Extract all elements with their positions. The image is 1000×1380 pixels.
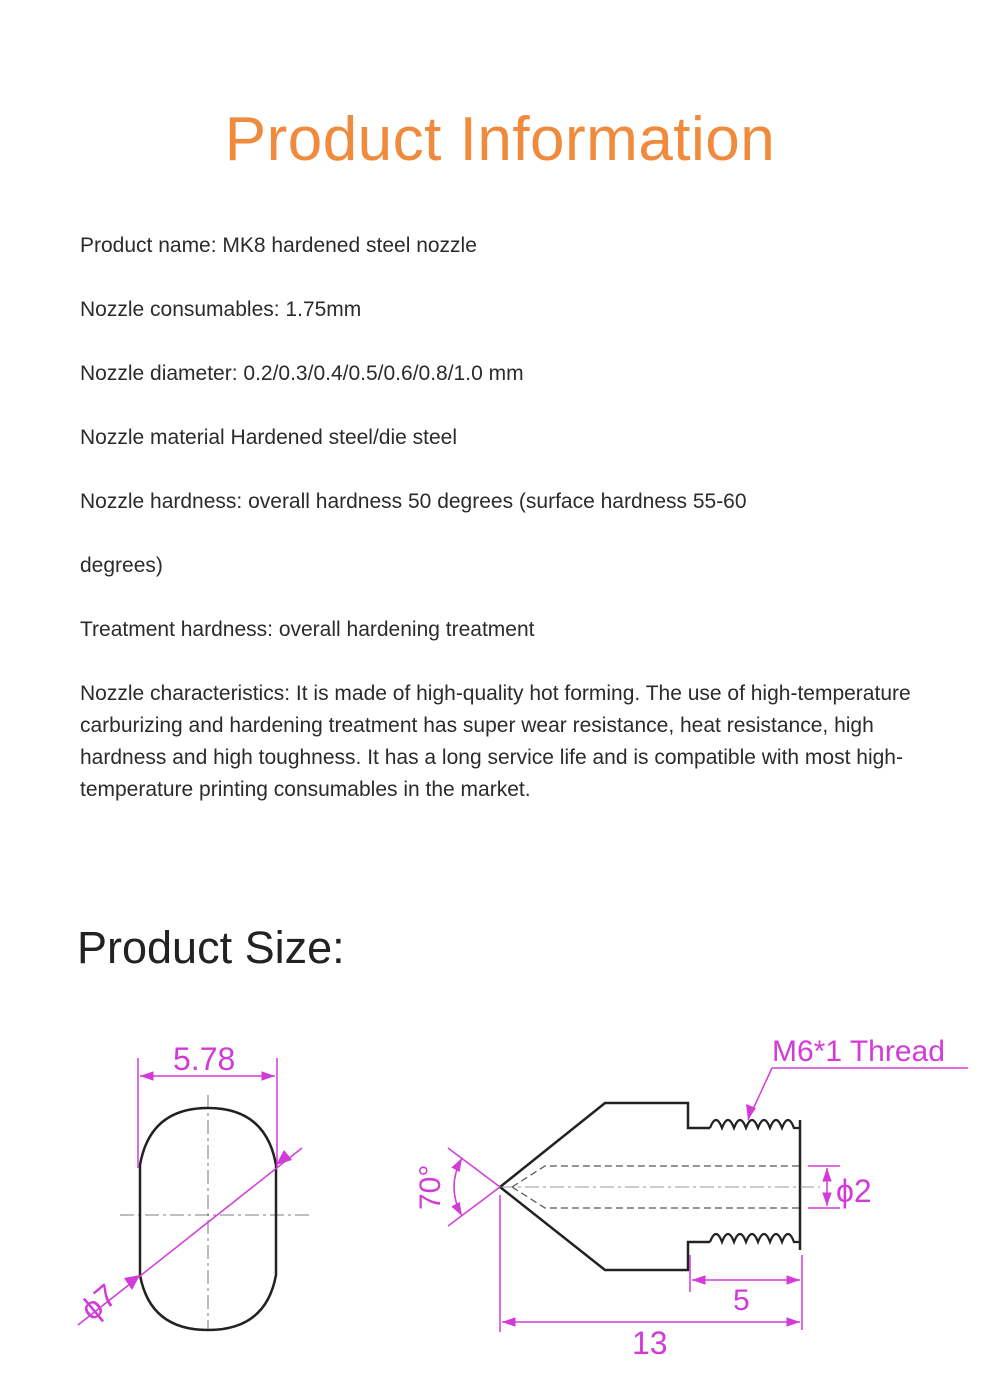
spec-product-name: Product name: MK8 hardened steel nozzle — [80, 234, 477, 257]
page-title: Product Information — [224, 105, 776, 174]
spec-hardness-cont: degrees) — [80, 554, 163, 577]
thread-top — [710, 1120, 800, 1128]
side-view — [414, 1035, 968, 1361]
spec-diameter: Nozzle diameter: 0.2/0.3/0.4/0.5/0.6/0.8/1.0 mm — [80, 362, 524, 385]
spec-treatment: Treatment hardness: overall hardening treatment — [80, 618, 535, 641]
dim-thread: M6*1 Thread — [772, 1035, 945, 1068]
thread-bottom — [710, 1234, 800, 1242]
dim-angle: 70° — [414, 1164, 447, 1210]
end-view — [73, 1041, 310, 1330]
dim-width-flat: 5.78 — [173, 1041, 236, 1077]
spec-list — [80, 230, 940, 806]
dim-hole: ϕ2 — [836, 1173, 872, 1209]
dim-diameter: ϕ7 — [73, 1276, 124, 1328]
spec-material: Nozzle material Hardened steel/die steel — [80, 426, 458, 449]
dimension-drawing — [0, 1000, 1000, 1380]
dim-thread-length: 5 — [733, 1284, 750, 1317]
spec-consumables: Nozzle consumables: 1.75mm — [80, 298, 362, 321]
spec-characteristics: Nozzle characteristics: It is made of high-quality hot forming. The use of high-temperature carburizing and hardening treatment has super wear resistance, heat resistance, high hardness and high toughness. It has a long service life and is compatible with most high-temperature printing consumables in the market. — [80, 682, 911, 801]
dim-total-length: 13 — [632, 1325, 668, 1361]
spec-hardness: Nozzle hardness: overall hardness 50 degrees (surface hardness 55-60 — [80, 490, 747, 513]
section-title-size: Product Size: — [77, 922, 345, 973]
